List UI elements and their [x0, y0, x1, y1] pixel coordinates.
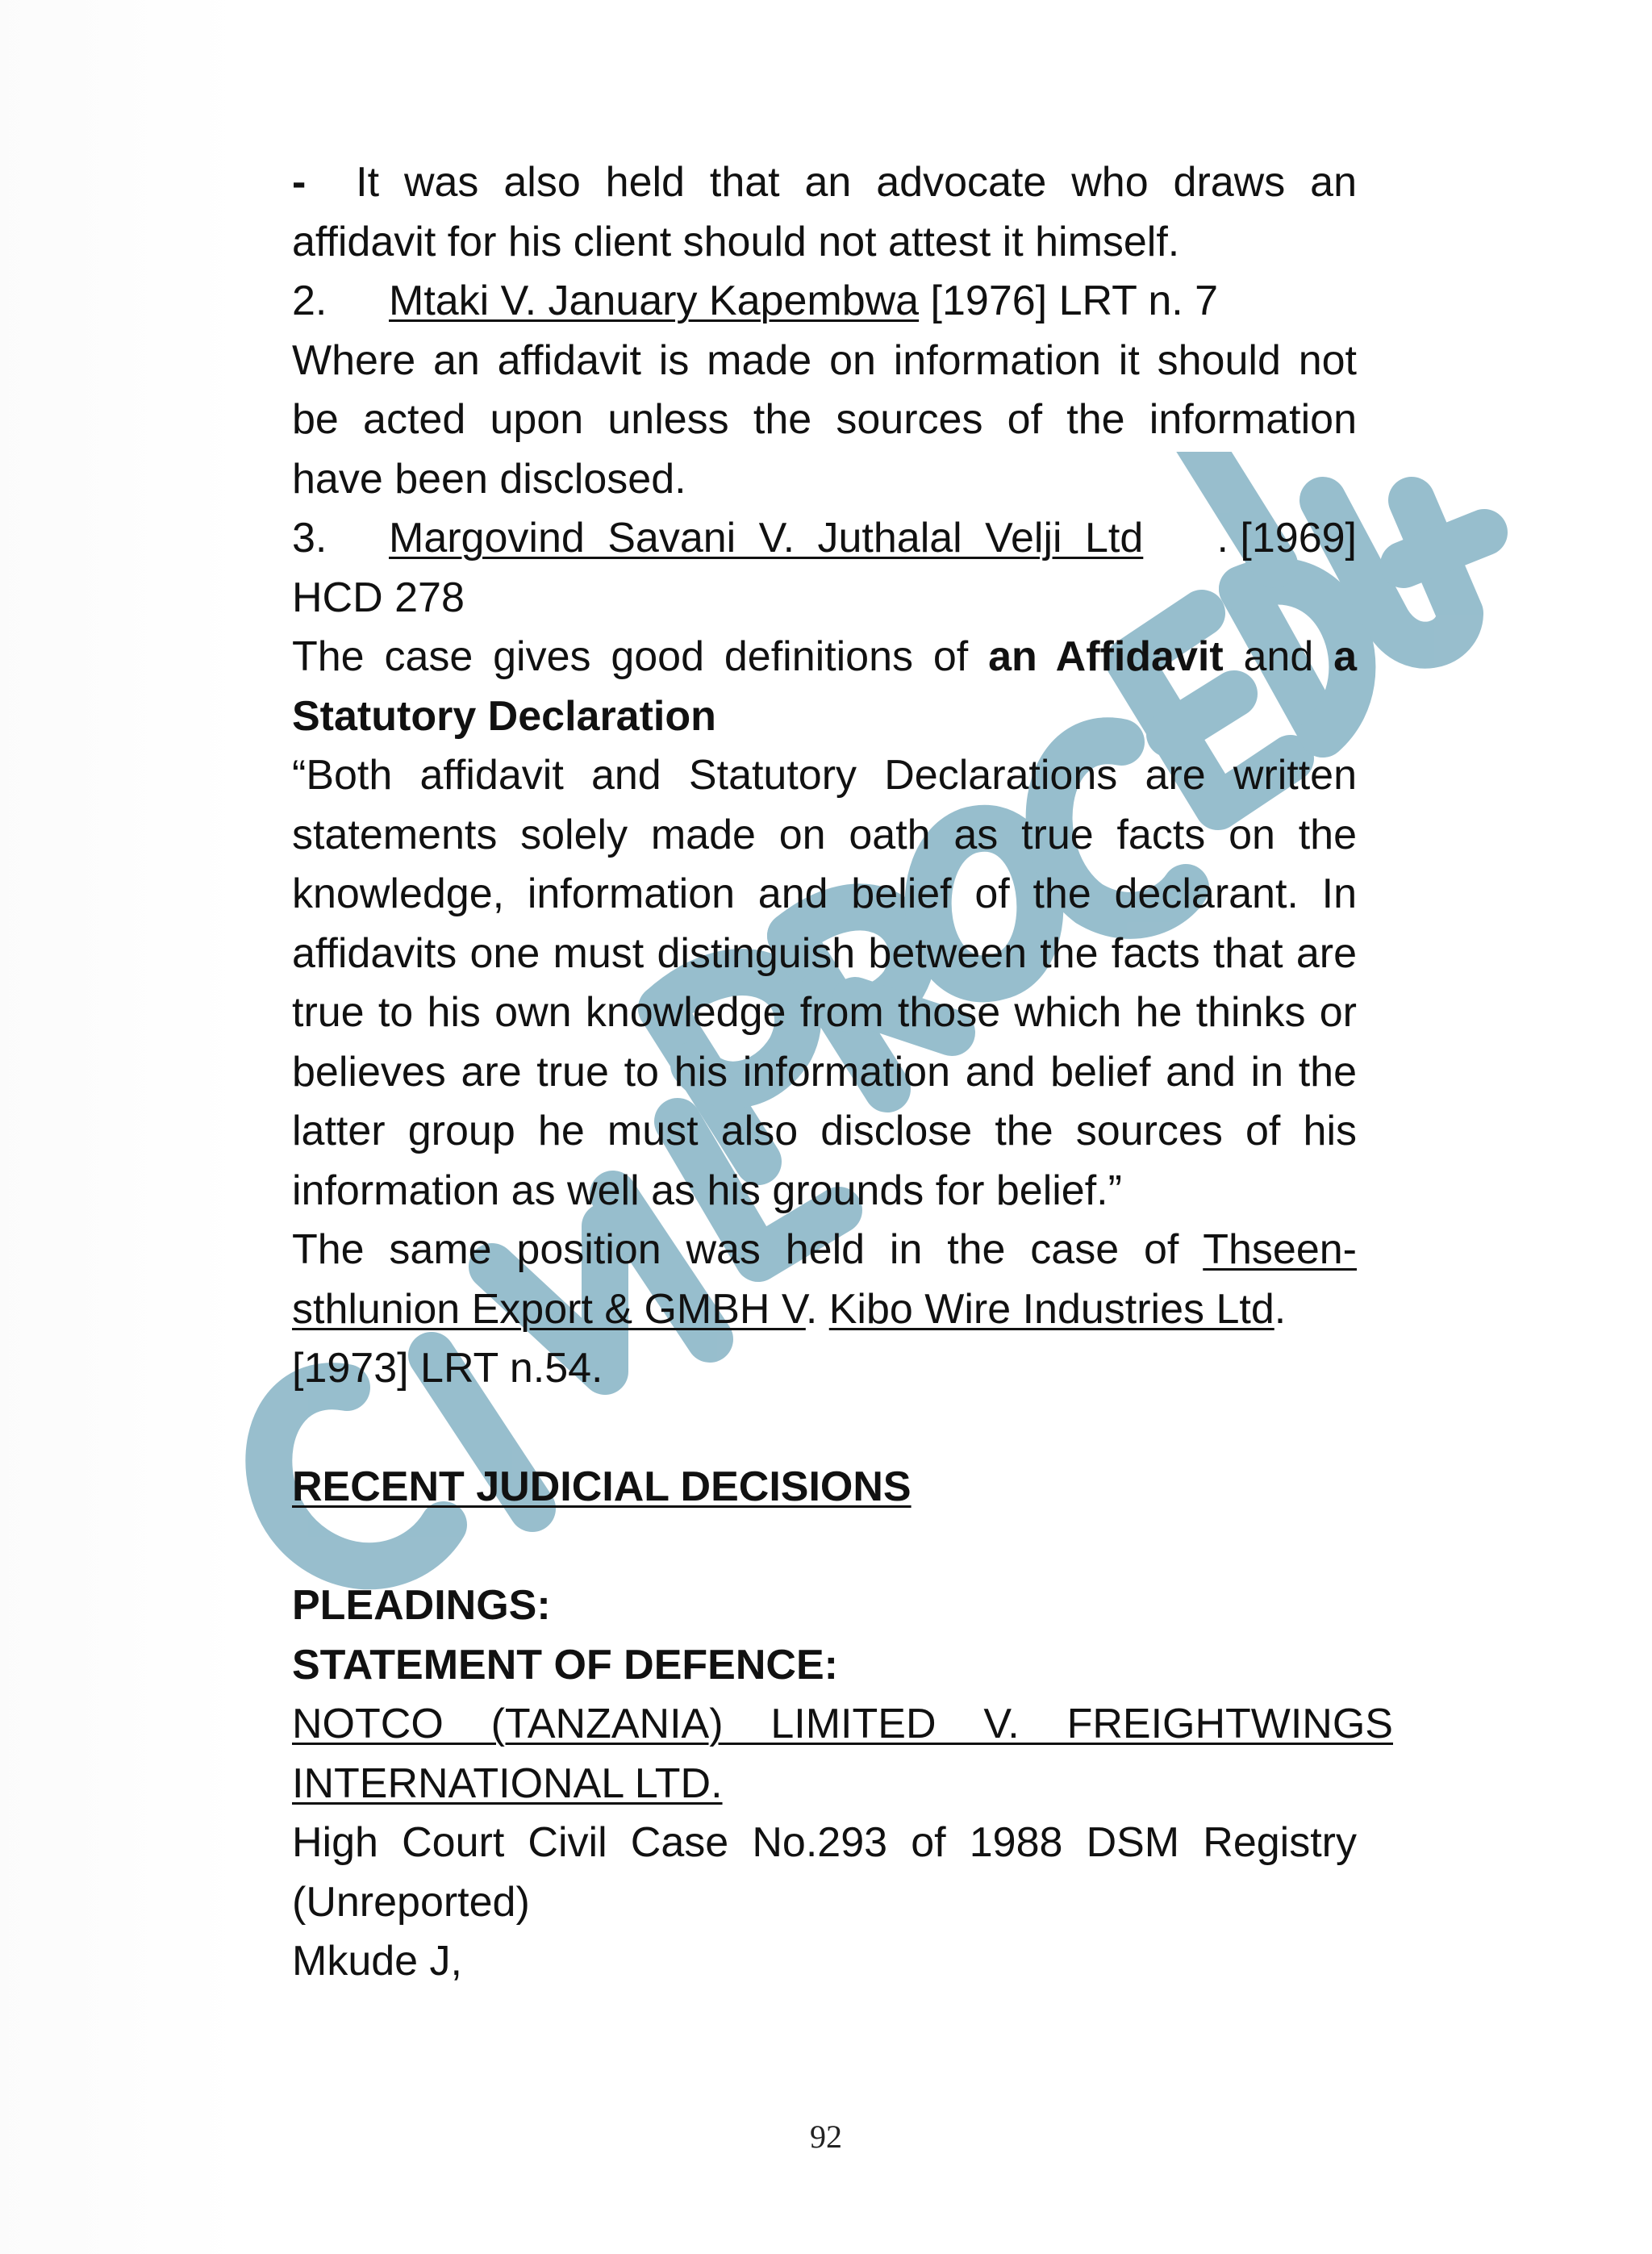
case-4-judge: Mkude J, — [292, 1938, 462, 1985]
case-4-name-line-1: NOTCO (TANZANIA) LIMITED V. FREIGHTWINGS — [292, 1701, 1393, 1747]
heading-pleadings: PLEADINGS: — [292, 1582, 551, 1629]
case-3-intro — [292, 628, 1357, 746]
kibo-case-name: Kibo Wire Industries Ltd — [828, 1285, 1274, 1333]
case-2-name: Mtaki V. January Kapembwa — [389, 278, 920, 324]
affidavit-term: an Affidavit — [988, 633, 1224, 680]
case-2-citation: [1976] LRT n. 7 — [919, 278, 1219, 324]
case-separator: . — [805, 1285, 829, 1333]
case-end-period: . — [1274, 1285, 1287, 1333]
bullet-text: It was also held that an advocate who draws an affidavit for his client should not attest it himself. — [292, 159, 1357, 265]
page-number: 92 — [810, 2118, 842, 2155]
case-3-citation-a: . [1969] — [1216, 515, 1357, 561]
case-3-citation-b: HCD 278 — [292, 574, 465, 621]
case-3-name: Margovind Savani V. Juthalal Velji Ltd — [389, 515, 1144, 561]
scan-edge-shade — [0, 0, 242, 2254]
thseen-case-name: Thseen-sthlunion Export & GMBH V — [292, 1226, 1357, 1333]
case-2-heading — [292, 272, 1357, 332]
case-4-court: High Court Civil Case No.293 of 1988 DSM Registry (Unreported) — [292, 1819, 1357, 1926]
case-3-quote: “Both affidavit and Statutory Declarations are written statements solely made on oath as true facts on the knowledge, information and belief of the declarant. In affidavits one must distinguish between the facts that are true to his own knowledge from those which he thinks or believes are true to his information and belief and in the latter group he must also disclose the sources of his information as well as his grounds for belief.” — [292, 752, 1357, 1214]
case-3-number: 3. — [292, 515, 327, 561]
bullet-dash: - — [292, 159, 307, 206]
heading-recent-decisions: RECENT JUDICIAL DECISIONS — [292, 1463, 912, 1510]
document-body — [292, 153, 1393, 1992]
case-3-heading — [292, 509, 1357, 569]
case-3-intro-and: and — [1223, 633, 1334, 680]
case-2-holding: Where an affidavit is made on information it should not be acted upon unless the sources of the information have been disclosed. — [292, 336, 1357, 503]
case-3-intro-text: The case gives good definitions of — [292, 633, 989, 680]
same-citation: [1973] LRT n.54. — [292, 1345, 603, 1392]
spacer — [292, 1399, 1357, 1459]
case-4-name-line-2: INTERNATIONAL LTD. — [292, 1759, 723, 1807]
same-position-text: The same position was held in the case of — [292, 1226, 1204, 1273]
case-2-number: 2. — [292, 278, 327, 324]
bullet-paragraph — [292, 153, 1357, 272]
heading-statement-of-defence: STATEMENT OF DEFENCE: — [292, 1641, 838, 1688]
same-position-paragraph — [292, 1221, 1357, 1339]
statutory-declaration-term: a Statutory Declaration — [292, 633, 1358, 740]
spacer — [292, 1517, 1357, 1577]
